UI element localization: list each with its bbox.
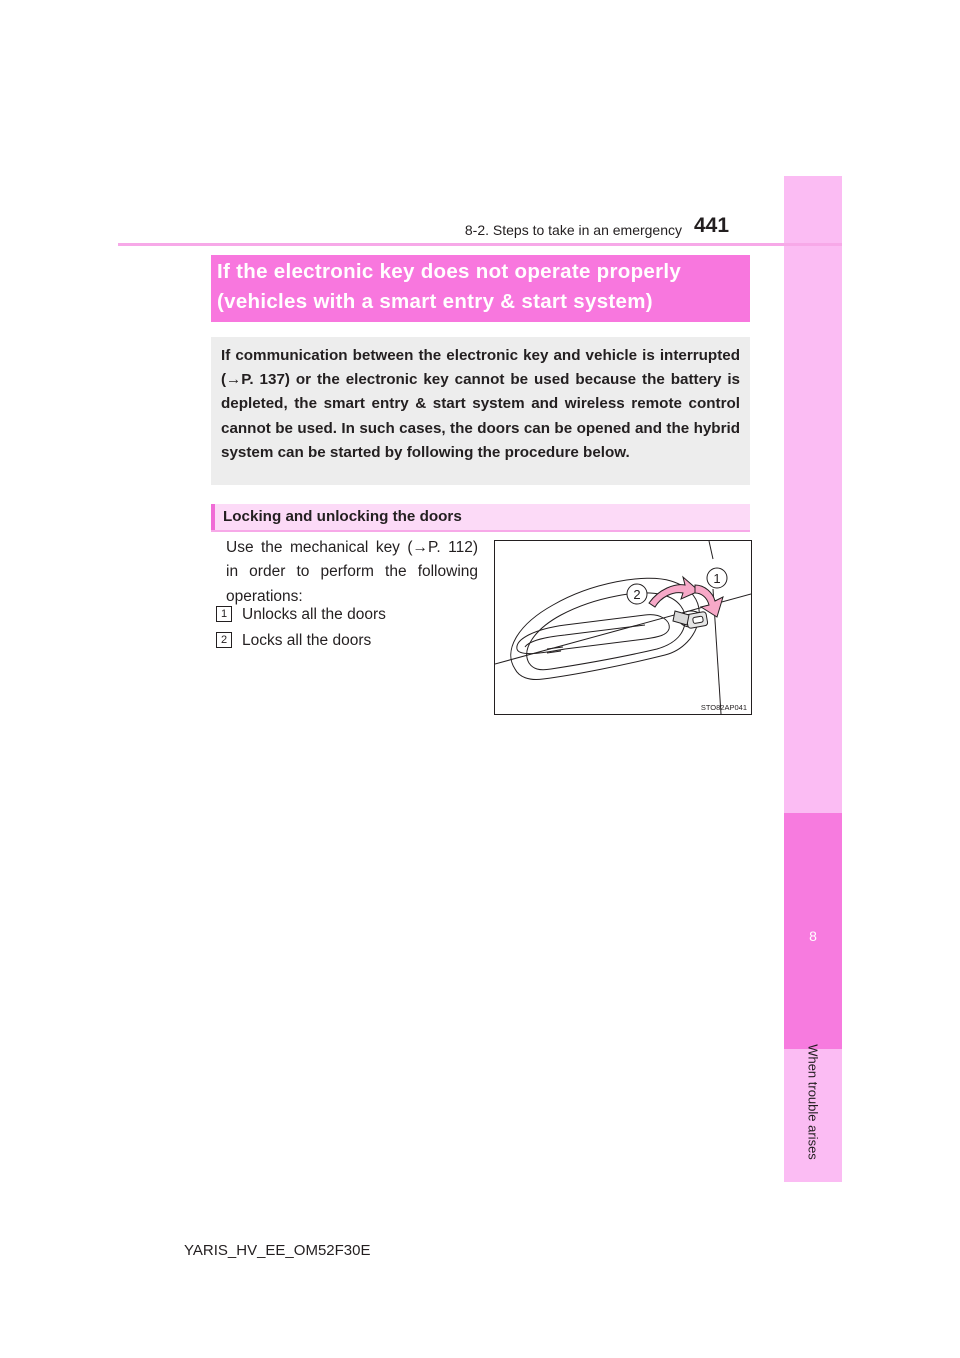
- intro-box: [211, 337, 750, 485]
- callout-2: [627, 584, 647, 604]
- document-code: YARIS_HV_EE_OM52F30E: [184, 1242, 371, 1259]
- chapter-side-tab: [784, 176, 842, 1182]
- subsection-heading: Locking and unlocking the doors: [223, 508, 462, 525]
- door-handle-drawing: [495, 541, 751, 714]
- step-text: Unlocks all the doors: [242, 606, 386, 623]
- intro-text: If communication between the electronic key and vehicle is interrupted (→P. 137) or the electronic key cannot be used because the battery is depleted, the smart entry & start system and wireless remote control cannot be used. In such cases, the doors can be opened and the hybrid system can be started by following the procedure below.: [221, 347, 740, 461]
- body-paragraph: [226, 536, 478, 609]
- step-number-badge: 2: [216, 632, 232, 648]
- header-divider: [118, 243, 842, 246]
- subsection-accent: [211, 504, 215, 530]
- mechanical-key-icon: [673, 611, 708, 629]
- section-title-line-1: If the electronic key does not operate properly: [217, 260, 682, 283]
- header-section-title: 8-2. Steps to take in an emergency: [464, 222, 682, 238]
- door-edge-line: [709, 541, 713, 559]
- door-handle-illustration: [494, 540, 752, 715]
- handle-grip: [517, 615, 669, 654]
- chapter-title: When trouble arises: [805, 1044, 821, 1160]
- callout-1: [707, 568, 727, 588]
- handle-recess-inner: [527, 593, 686, 670]
- step-item: [216, 632, 371, 650]
- section-title-box: [211, 255, 750, 322]
- body-line-1: Use the mechanical key (→P. 112): [226, 539, 478, 556]
- section-title-line-2: (vehicles with a smart entry & start system): [217, 290, 653, 313]
- step-number-badge: 1: [216, 606, 232, 622]
- body-line-3: operations:: [226, 587, 303, 605]
- chapter-number: 8: [809, 928, 817, 944]
- subsection-heading-bar: [211, 504, 750, 532]
- step-item: [216, 606, 386, 624]
- figure-code: STO82AP041: [700, 703, 747, 712]
- step-text: Locks all the doors: [242, 632, 372, 649]
- svg-text:1: 1: [713, 571, 721, 586]
- body-line-2: in order to perform the following: [226, 563, 478, 581]
- svg-text:2: 2: [633, 587, 641, 602]
- page-number: 441: [694, 214, 730, 237]
